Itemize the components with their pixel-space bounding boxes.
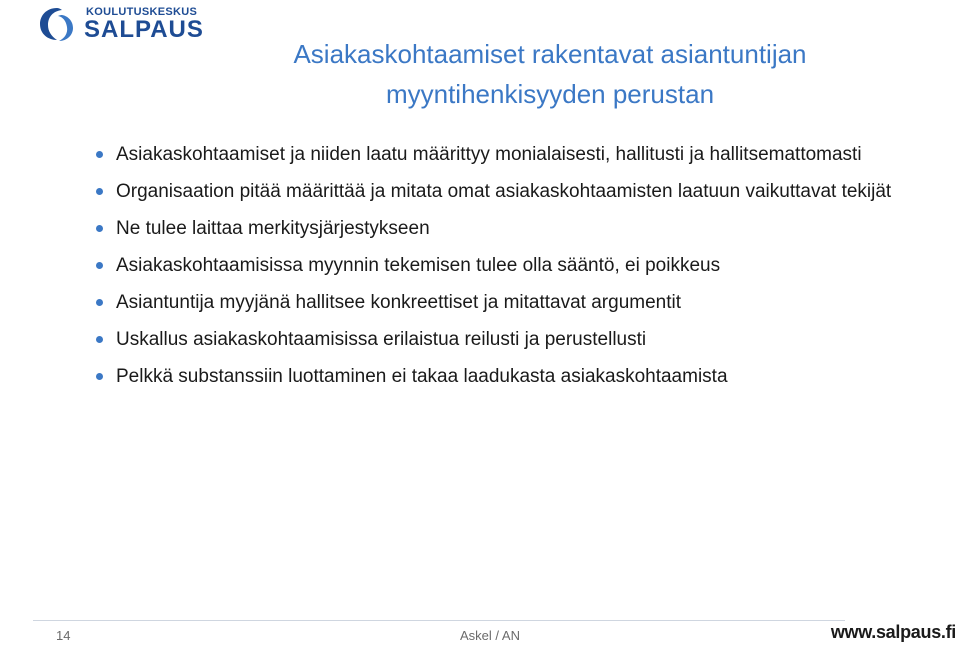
bullet-list [94, 140, 924, 399]
bullet-dot-icon [96, 373, 103, 380]
bullet-item [94, 251, 924, 281]
bullet-item [94, 325, 924, 355]
salpaus-swirl-icon [36, 4, 78, 44]
bullet-dot-icon [96, 151, 103, 158]
bullet-dot-icon [96, 188, 103, 195]
bullet-dot-icon [96, 299, 103, 306]
bullet-item [94, 214, 924, 244]
bullet-dot-icon [96, 336, 103, 343]
bullet-item [94, 362, 924, 392]
bullet-dot-icon [96, 225, 103, 232]
footer-website: www.salpaus.fi [830, 622, 956, 642]
footer-divider [33, 620, 845, 621]
bullet-dot-icon [96, 262, 103, 269]
bullet-text: Asiakaskohtaamisissa myynnin tekemisen tulee olla sääntö, ei poikkeus [116, 255, 721, 276]
bullet-text: Asiantuntija myyjänä hallitsee konkreettiset ja mitattavat argumentit [116, 292, 681, 313]
salpaus-logo [36, 4, 206, 44]
bullet-item [94, 140, 924, 170]
logo-org-main: SALPAUS [84, 16, 204, 43]
bullet-text: Asiakaskohtaamiset ja niiden laatu määrittyy monialaisesti, hallitusti ja hallitsemattomasti [116, 144, 862, 165]
bullet-text: Pelkkä substanssiin luottaminen ei takaa laadukasta asiakaskohtaamista [116, 366, 728, 387]
page-number: 14 [56, 628, 71, 643]
footer-author: Askel / AN [460, 628, 520, 643]
bullet-text: Uskallus asiakaskohtaamisissa erilaistua reilusti ja perustellusti [116, 329, 647, 350]
bullet-text: Organisaation pitää määrittää ja mitata omat asiakaskohtaamisten laatuun vaikuttavat tekijät [116, 181, 892, 202]
slide-footer [0, 620, 960, 645]
logo-org-top: KOULUTUSKESKUS [86, 6, 198, 18]
bullet-text: Ne tulee laittaa merkitysjärjestykseen [116, 218, 430, 239]
slide-title-line-2: myyntihenkisyyden perustan [385, 79, 715, 109]
bullet-item [94, 177, 924, 207]
bullet-item [94, 288, 924, 318]
slide-title [200, 34, 900, 114]
slide-title-line-1: Asiakaskohtaamiset rakentavat asiantuntijan [293, 39, 807, 69]
